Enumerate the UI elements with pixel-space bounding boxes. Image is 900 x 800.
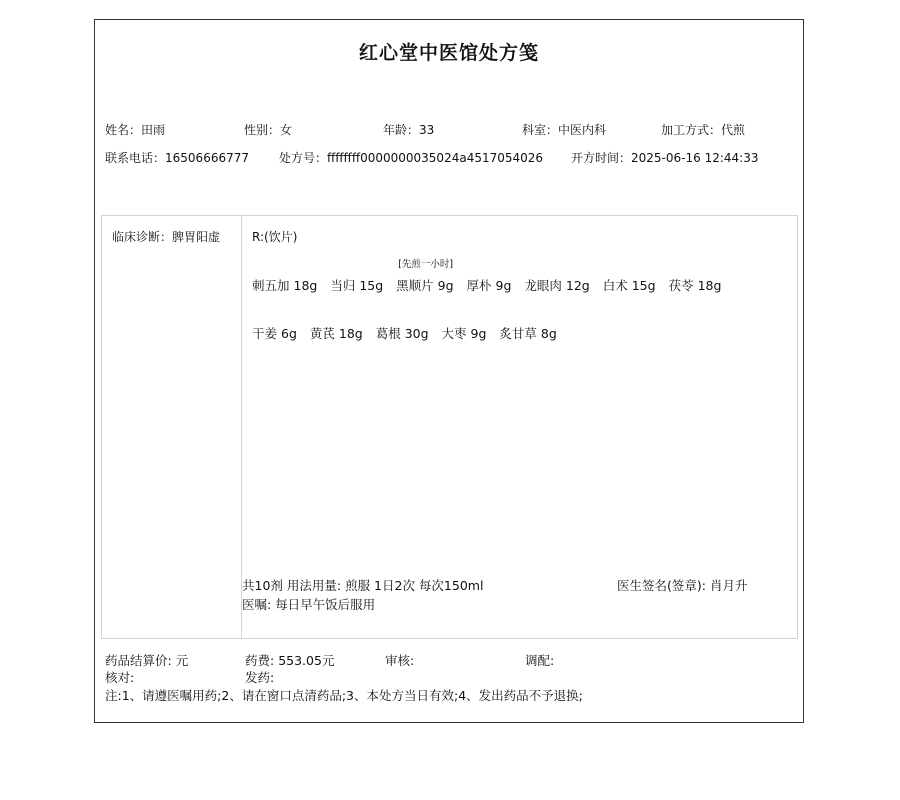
patient-age-value: 33	[419, 123, 435, 137]
herb-item	[376, 324, 429, 342]
patient-gender-value: 女	[280, 123, 293, 137]
herb-dose: 8g	[540, 326, 557, 341]
footer-row-1	[105, 651, 795, 667]
herb-name: 大枣	[441, 326, 467, 341]
prescription-sheet	[94, 19, 804, 723]
herb-item	[396, 259, 454, 294]
herb-dose: 6g	[281, 326, 297, 341]
usage-instructions: 共10剂 用法用量: 煎服 1日2次 每次150ml	[242, 578, 484, 593]
herb-dose: 30g	[404, 326, 429, 341]
herb-item	[524, 276, 589, 294]
rx-header: R:(饮片)	[252, 230, 298, 244]
rx-time-label: 开方时间：	[571, 151, 632, 165]
herb-item	[330, 276, 383, 294]
patient-info-row-2	[105, 150, 795, 166]
prescription-box	[101, 215, 798, 639]
herb-item	[252, 324, 297, 342]
department-value: 中医内科	[558, 123, 607, 137]
patient-age-field	[383, 122, 434, 138]
herb-item	[669, 276, 722, 294]
footer-note: 注:1、请遵医嘱用药;2、请在窗口点清药品;3、本处方当日有效;4、发出药品不予退换;	[105, 688, 583, 703]
herb-name: 黑顺片	[396, 278, 434, 293]
patient-name-label: 姓名：	[105, 123, 142, 137]
herb-dose: 15g	[359, 278, 384, 293]
review-label: 审核:	[385, 653, 415, 668]
settle-price-field	[105, 651, 188, 669]
herb-item	[467, 276, 512, 294]
herb-line-1	[252, 259, 730, 294]
column-divider	[241, 216, 242, 638]
herb-dose: 18g	[293, 278, 318, 293]
issue-label: 发药:	[245, 670, 275, 685]
phone-label: 联系电话：	[105, 151, 166, 165]
herb-name: 刺五加	[252, 278, 290, 293]
herb-dose: 9g	[495, 278, 512, 293]
herb-item	[603, 276, 656, 294]
herb-item	[499, 324, 556, 342]
herb-item	[310, 324, 363, 342]
check-label: 核对:	[105, 670, 135, 685]
process-method-label: 加工方式：	[661, 123, 722, 137]
patient-gender-label: 性别：	[244, 123, 281, 137]
department-field	[522, 122, 606, 138]
phone-value: 16506666777	[165, 151, 249, 165]
herb-item	[442, 324, 487, 342]
drug-fee-label: 药费:	[245, 653, 275, 668]
herb-dose: 9g	[437, 278, 454, 293]
patient-info-row-1	[105, 122, 795, 138]
herb-dose: 12g	[565, 278, 590, 293]
herb-dose: 18g	[697, 278, 722, 293]
dispense-label: 调配:	[525, 653, 555, 668]
document-title: 红心堂中医馆处方笺	[358, 42, 539, 64]
herb-dose: 15g	[631, 278, 656, 293]
herb-name: 葛根	[375, 326, 401, 341]
process-method-value: 代煎	[721, 123, 746, 137]
diagnosis-label: 临床诊断：	[112, 230, 173, 244]
drug-fee-value: 553.05元	[278, 653, 335, 668]
phone-field	[105, 150, 249, 166]
herb-line-2	[252, 324, 566, 342]
herb-name: 炙甘草	[499, 326, 537, 341]
doctor-signature: 医生签名(签章): 肖月升	[617, 578, 748, 593]
rx-number-value: ffffffff0000000035024a4517054026	[327, 151, 544, 165]
diagnosis	[112, 228, 220, 245]
patient-name-value: 田雨	[141, 123, 166, 137]
patient-name-field	[105, 122, 165, 138]
patient-age-label: 年龄：	[383, 123, 420, 137]
herb-note: [先煎一小时]	[398, 259, 454, 270]
herb-name: 黄芪	[309, 326, 335, 341]
rx-time-value: 2025-06-16 12:44:33	[631, 151, 759, 165]
patient-gender-field	[244, 122, 292, 138]
process-method-field	[661, 122, 745, 138]
drug-fee-field	[245, 651, 334, 669]
herb-name: 白术	[602, 278, 628, 293]
herb-name: 当归	[330, 278, 356, 293]
diagnosis-value: 脾胃阳虚	[172, 230, 221, 244]
settle-price-value: 元	[175, 653, 189, 668]
rx-number-field	[279, 150, 543, 166]
herb-name: 厚朴	[466, 278, 492, 293]
department-label: 科室：	[522, 123, 559, 137]
settle-price-label: 药品结算价:	[105, 653, 172, 668]
rx-number-label: 处方号：	[279, 151, 328, 165]
herb-dose: 18g	[338, 326, 363, 341]
footer-row-2	[105, 668, 795, 684]
herb-name: 龙眼肉	[524, 278, 562, 293]
herb-name: 干姜	[252, 326, 278, 341]
herb-dose: 9g	[470, 326, 487, 341]
rx-time-field	[571, 150, 758, 166]
herb-name: 茯苓	[668, 278, 694, 293]
doctor-advice: 医嘱: 每日早午饭后服用	[242, 597, 376, 612]
herb-item	[252, 276, 317, 294]
